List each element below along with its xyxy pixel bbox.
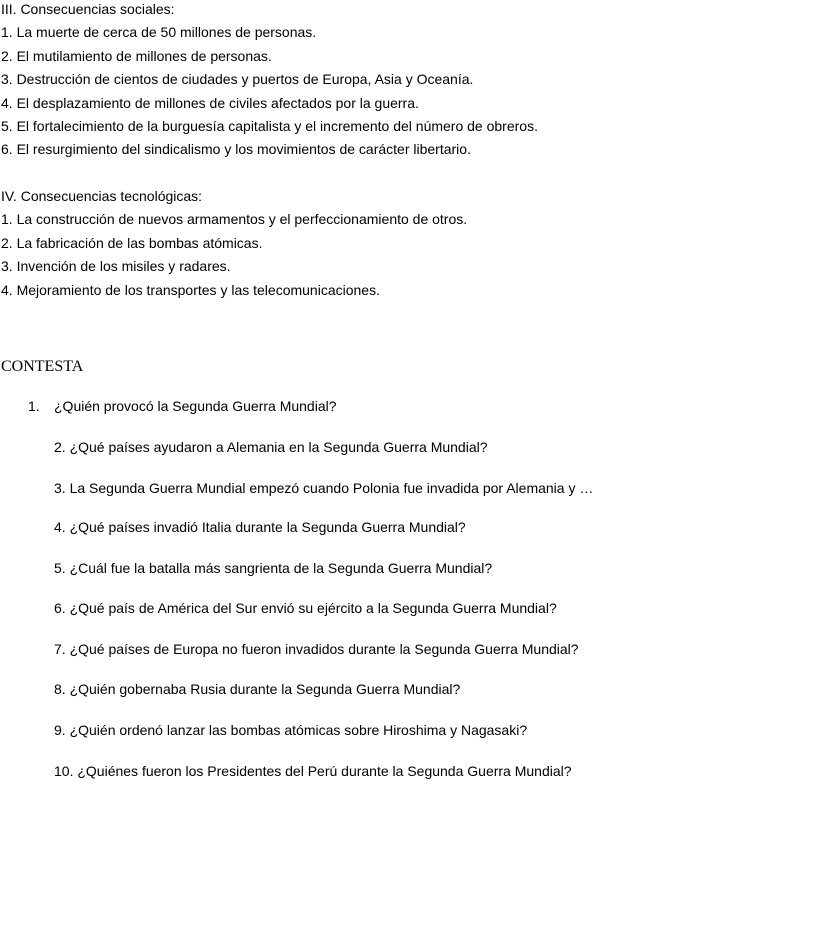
- tech-item: 3. Invención de los misiles y radares.: [1, 258, 231, 275]
- question-item: 6. ¿Qué país de América del Sur envió su ejército a la Segunda Guerra Mundial?: [54, 600, 557, 616]
- tech-item: 1. La construcción de nuevos armamentos y el perfeccionamiento de otros.: [1, 211, 468, 228]
- contesta-title: CONTESTA: [1, 358, 84, 375]
- tech-item: 4. Mejoramiento de los transportes y las telecomunicaciones.: [1, 281, 380, 298]
- question-item: [28, 396, 337, 416]
- social-heading: III. Consecuencias sociales:: [1, 1, 175, 17]
- question-text: ¿Quién provocó la Segunda Guerra Mundial?: [54, 398, 337, 414]
- social-item: 4. El desplazamiento de millones de civiles afectados por la guerra.: [1, 94, 419, 111]
- question-item: 8. ¿Quién gobernaba Rusia durante la Segunda Guerra Mundial?: [54, 681, 461, 697]
- question-item: 10. ¿Quiénes fueron los Presidentes del Perú durante la Segunda Guerra Mundial?: [54, 763, 572, 779]
- question-item: 4. ¿Qué países invadió Italia durante la Segunda Guerra Mundial?: [54, 519, 466, 535]
- social-item: 3. Destrucción de cientos de ciudades y puertos de Europa, Asia y Oceanía.: [1, 71, 474, 88]
- social-item: 6. El resurgimiento del sindicalismo y los movimientos de carácter libertario.: [1, 141, 471, 158]
- question-item: 9. ¿Quién ordenó lanzar las bombas atómicas sobre Hiroshima y Nagasaki?: [54, 722, 528, 738]
- question-item: 7. ¿Qué países de Europa no fueron invadidos durante la Segunda Guerra Mundial?: [54, 641, 579, 657]
- question-item: 2. ¿Qué países ayudaron a Alemania en la Segunda Guerra Mundial?: [54, 439, 488, 455]
- social-item: 5. El fortalecimiento de la burguesía capitalista y el incremento del número de obreros.: [1, 118, 538, 135]
- social-item: 1. La muerte de cerca de 50 millones de personas.: [1, 24, 317, 41]
- tech-consequences-section: [1, 185, 467, 302]
- question-item: 3. La Segunda Guerra Mundial empezó cuando Polonia fue invadida por Alemania y …: [54, 480, 594, 496]
- social-item: 2. El mutilamiento de millones de personas.: [1, 47, 272, 64]
- question-number: 1.: [28, 398, 40, 414]
- question-item: 5. ¿Cuál fue la batalla más sangrienta de la Segunda Guerra Mundial?: [54, 560, 493, 576]
- tech-item: 2. La fabricación de las bombas atómicas.: [1, 234, 263, 251]
- tech-heading: IV. Consecuencias tecnológicas:: [1, 188, 203, 204]
- social-consequences-section: [1, 0, 538, 162]
